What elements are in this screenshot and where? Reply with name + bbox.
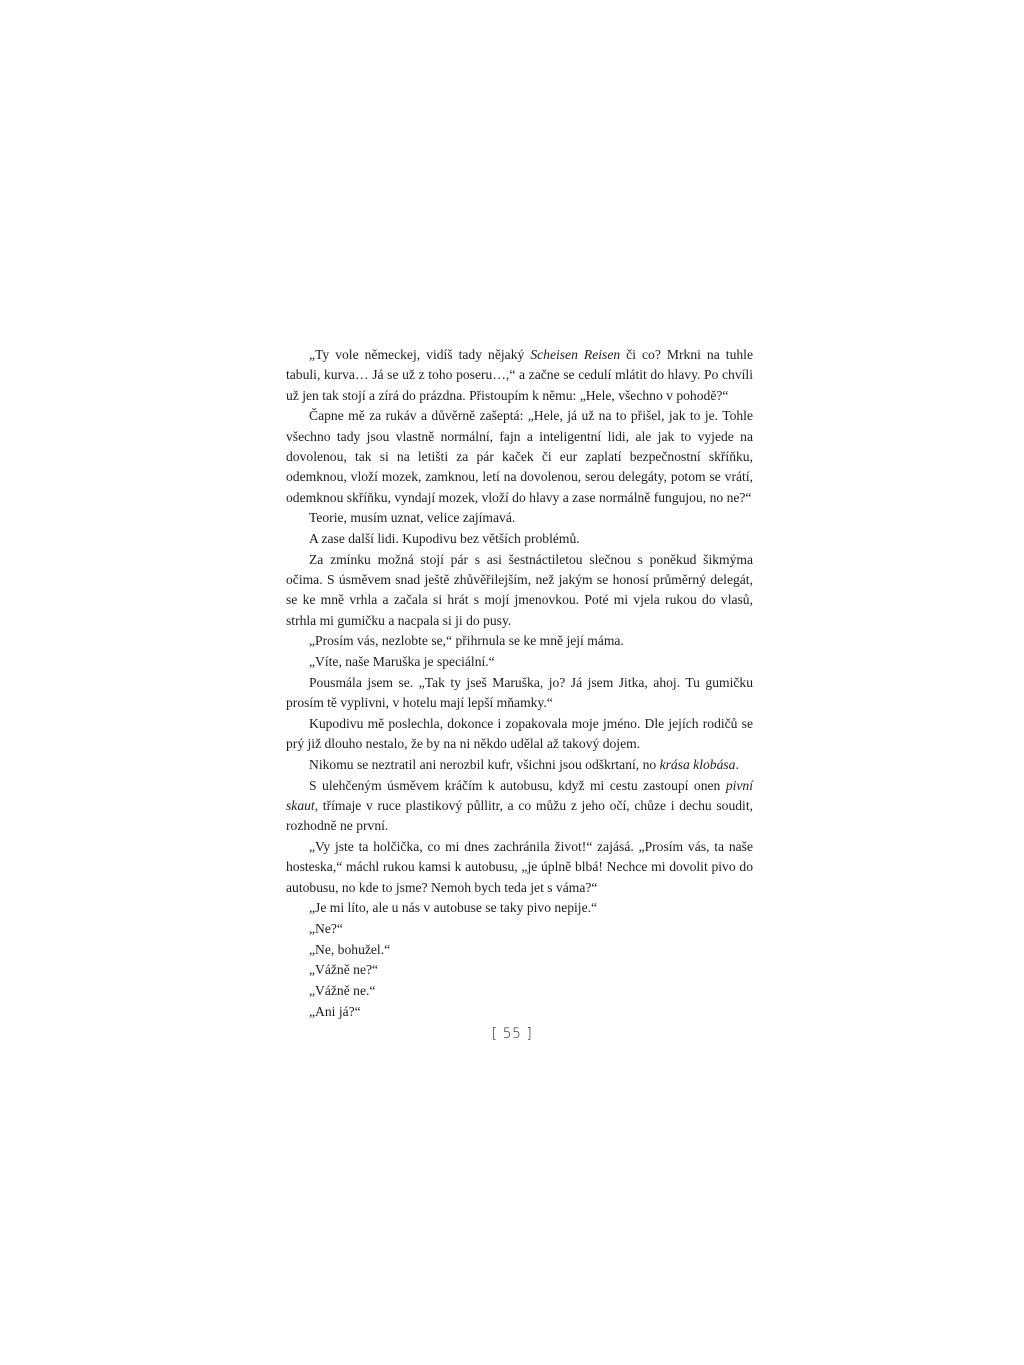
text-run: „Je mi líto, ale u nás v autobuse se taky pivo nepije.“ — [309, 900, 598, 916]
paragraph-18 — [286, 1002, 753, 1022]
paragraph-3 — [286, 508, 753, 528]
italic-run: krása klobása — [659, 756, 736, 772]
paragraph-14 — [286, 919, 753, 939]
paragraph-11 — [286, 776, 753, 837]
paragraph-13 — [286, 898, 753, 918]
text-run: či co? Mrkni na tuhle tabuli, kurva… Já se už z toho poseru…,“ a začne se cedulí mlátit do hlavy. Po chvíli už jen tak stojí a zírá do prázdna. Přistoupím k němu: „Hele, všechno v pohodě?“ — [286, 347, 753, 403]
paragraph-17 — [286, 981, 753, 1001]
text-run: „Ani já?“ — [309, 1003, 361, 1019]
text-run: Nikomu se neztratil ani nerozbil kufr, všichni jsou odškrtaní, no — [309, 756, 660, 772]
page-number: [ 55 ] — [491, 1026, 533, 1042]
paragraph-9 — [286, 714, 753, 755]
text-run: Teorie, musím uznat, velice zajímavá. — [309, 510, 516, 526]
page-body — [286, 345, 753, 1023]
text-run: A zase další lidi. Kupodivu bez větších problémů. — [309, 530, 580, 546]
paragraph-10 — [286, 755, 753, 775]
text-run: „Vážně ne.“ — [309, 983, 376, 999]
text-run: „Ty vole německej, vidíš tady nějaký — [309, 347, 531, 362]
paragraph-4 — [286, 529, 753, 549]
paragraph-12 — [286, 837, 753, 898]
paragraph-15 — [286, 940, 753, 960]
italic-run: pivní skaut — [286, 777, 753, 813]
italic-run: Scheisen Reisen — [530, 347, 621, 362]
text-run: Kupodivu mě poslechla, dokonce i zopakovala moje jméno. Dle jejích rodičů se prý již dlouho nestalo, že by na ni někdo udělal až takový dojem. — [286, 715, 753, 752]
text-run: . — [735, 756, 739, 772]
paragraph-7 — [286, 652, 753, 672]
paragraph-5 — [286, 550, 753, 631]
text-run: , třímaje v ruce plastikový půllitr, a co můžu z jeho očí, chůze i dechu soudit, rozhodně ne první. — [286, 797, 753, 834]
text-run: S ulehčeným úsměvem kráčím k autobusu, když mi cestu zastoupí onen — [309, 777, 726, 793]
paragraph-8 — [286, 673, 753, 714]
text-run: Za zmínku možná stojí pár s asi šestnáctiletou slečnou s poněkud šikmýma očima. S úsměvem snad ještě zhůvěřilejším, než jakým se honosí průměrný delegát, se ke mně vrhla a začala si hrát s mojí jmenovkou. Poté mi vjela rukou do vlasů, strhla mi gumičku a nacpala si ji do pusy. — [286, 551, 753, 628]
text-run: „Prosím vás, nezlobte se,“ přihrnula se ke mně její máma. — [309, 633, 624, 649]
paragraph-16 — [286, 960, 753, 980]
text-run: „Víte, naše Maruška je speciální.“ — [309, 654, 495, 670]
paragraph-1 — [286, 345, 753, 406]
text-run: „Ne?“ — [309, 921, 343, 936]
text-run: „Vážně ne?“ — [309, 962, 379, 978]
text-run: „Vy jste ta holčička, co mi dnes zachránila život!“ zajásá. „Prosím vás, ta naše hosteska,“ máchl rukou kamsi k autobusu, „je úplně blbá! Nechce mi dovolit pivo do autobusu, no kde to jsme? Nemoh bych teda jet s váma?“ — [286, 838, 753, 895]
text-run: Čapne mě za rukáv a důvěrně zašeptá: „Hele, já už na to přišel, jak to je. Tohle všechno tady jsou vlastně normální, fajn a inteligentní lidi, ale jak to vyjede na dovolenou, tak si na letišti za pár kaček či eur zaplatí bezpečnostní skříňku, odemknou, vloží mozek, zamknou, letí na dovolenou, serou delegáty, potom se vrátí, odemknou skříňku, vyndají mozek, vloží do hlavy a zase normálně fungujou, no ne?“ — [286, 408, 753, 505]
text-run: Pousmála jsem se. „Tak ty jseš Maruška, jo? Já jsem Jitka, ahoj. Tu gumičku prosím tě vyplivni, v hotelu mají lepší mňamky.“ — [286, 674, 753, 711]
text-run: „Ne, bohužel.“ — [309, 941, 391, 957]
paragraph-2 — [286, 406, 753, 507]
paragraph-6 — [286, 631, 753, 651]
